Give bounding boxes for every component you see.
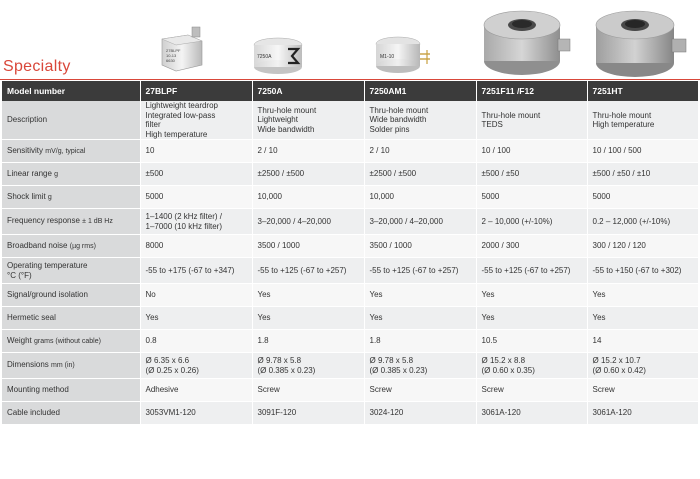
cell-text: 3091F-120 (257, 408, 297, 418)
table-cell (587, 140, 698, 163)
cell-text: 10 / 100 (481, 146, 511, 156)
cell-text: 3053VM1-120 (145, 408, 196, 418)
cell-text: (Ø 0.25 x 0.26) (145, 365, 199, 375)
cell-text: Ø 15.2 x 8.8 (481, 356, 526, 365)
table-cell (587, 284, 698, 307)
table-cell (252, 163, 364, 186)
cell-text: Adhesive (145, 385, 179, 395)
cell-text: 3–20,000 / 4–20,000 (369, 216, 443, 226)
cell-text: 10,000 (257, 192, 282, 202)
cell-text: 1.8 (257, 336, 269, 346)
row-label-text: Hermetic seal (7, 313, 56, 323)
cell-text: 10.5 (481, 336, 498, 346)
table-cell (140, 101, 252, 140)
table-cell (252, 402, 364, 425)
cell-text: 3–20,000 / 4–20,000 (257, 216, 331, 226)
cell-text: Yes (369, 290, 383, 300)
table-row (2, 235, 698, 258)
table-cell (252, 140, 364, 163)
cell-text: 300 / 120 / 120 (592, 241, 646, 251)
row-label-text: Sensitivity (7, 145, 44, 155)
cell-text: 14 (592, 336, 602, 346)
cell-text: Wide bandwidth (257, 124, 315, 134)
row-label-text: Frequency response (7, 216, 80, 226)
cell-text: -55 to +125 (-67 to +257) (481, 265, 571, 275)
cell-text: (Ø 0.385 x 0.23) (369, 365, 428, 375)
cell-text: 10 / 100 / 500 (592, 146, 642, 156)
row-label (2, 307, 140, 330)
row-label (2, 284, 140, 307)
table-cell (252, 307, 364, 330)
table-row (2, 258, 698, 284)
column-header: 7250A (252, 81, 364, 101)
cell-text: Yes (592, 290, 606, 300)
row-label-unit: grams (without cable) (34, 337, 101, 345)
row-label (2, 379, 140, 402)
cell-text: 3500 / 1000 (257, 241, 300, 251)
table-cell (252, 186, 364, 209)
table-cell (252, 353, 364, 379)
table-cell (252, 101, 364, 140)
cell-text: 3061A-120 (481, 408, 521, 418)
cell-text: Thru-hole mount (481, 110, 541, 120)
table-row (2, 307, 698, 330)
row-label (2, 163, 140, 186)
row-label (2, 258, 140, 284)
cell-text: 10,000 (369, 192, 394, 202)
row-label (2, 402, 140, 425)
row-label-text: Description (7, 115, 48, 125)
table-cell (476, 353, 587, 379)
table-cell (140, 258, 252, 284)
cell-text: 2 / 10 (369, 146, 390, 156)
table-cell (476, 284, 587, 307)
table-cell (364, 163, 476, 186)
table-cell (252, 258, 364, 284)
row-label-text: °C (°F) (7, 270, 32, 280)
table-cell (476, 379, 587, 402)
table-cell (364, 186, 476, 209)
row-label-text: Linear range (7, 168, 52, 178)
cell-text: 2 – 10,000 (+/-10%) (481, 216, 553, 226)
spec-table (2, 81, 698, 425)
cell-text: Lightweight teardrop (145, 101, 218, 110)
table-cell (587, 258, 698, 284)
cell-text: TEDS (481, 120, 503, 129)
row-label-unit: (µg rms) (69, 242, 96, 250)
table-cell (476, 307, 587, 330)
column-header: 7251HT (587, 81, 698, 101)
cell-text: 1–1400 (2 kHz filter) / (145, 212, 222, 221)
table-cell (252, 284, 364, 307)
cell-text: Screw (592, 385, 615, 395)
cell-text: Yes (145, 313, 159, 323)
cell-text: -55 to +175 (-67 to +347) (145, 265, 235, 275)
table-row (2, 186, 698, 209)
row-label-unit: g (54, 170, 59, 178)
cell-text: 3024-120 (369, 408, 404, 418)
row-label-text: Shock limit (7, 191, 46, 201)
table-cell (140, 186, 252, 209)
product-image-27blpf (158, 25, 206, 77)
section-title: Specialty (3, 58, 71, 75)
cell-text: High temperature (145, 129, 208, 139)
cell-text: ±2500 / ±500 (369, 169, 417, 179)
cell-text: Yes (481, 313, 495, 323)
row-label-unit: g (47, 193, 52, 201)
cell-text: -55 to +150 (-67 to +302) (592, 265, 682, 275)
table-row (2, 402, 698, 425)
table-cell (140, 140, 252, 163)
table-cell (476, 235, 587, 258)
column-header: 27BLPF (140, 81, 252, 101)
cell-text: Ø 9.78 x 5.8 (369, 356, 414, 365)
table-cell (252, 330, 364, 353)
table-cell (476, 258, 587, 284)
table-cell (587, 353, 698, 379)
cell-text: No (145, 290, 156, 300)
table-cell (587, 163, 698, 186)
cell-text: (Ø 0.60 x 0.42) (592, 365, 646, 375)
row-label (2, 140, 140, 163)
column-header: 7250AM1 (364, 81, 476, 101)
cell-text: 1.8 (369, 336, 381, 346)
table-cell (364, 379, 476, 402)
table-cell (140, 163, 252, 186)
table-row (2, 330, 698, 353)
table-cell (140, 209, 252, 235)
table-cell (140, 379, 252, 402)
table-cell (476, 209, 587, 235)
section-title-rule (0, 79, 700, 80)
cell-text: 0.2 – 12,000 (+/-10%) (592, 216, 671, 226)
cell-text: ±500 (145, 169, 164, 179)
table-cell (252, 209, 364, 235)
row-label (2, 209, 140, 235)
table-cell (587, 186, 698, 209)
row-label-text: Mounting method (7, 385, 69, 395)
cell-text: 5000 (592, 192, 611, 202)
row-label-unit: ± 1 dB Hz (82, 218, 113, 226)
table-cell (476, 140, 587, 163)
table-cell (476, 186, 587, 209)
row-label (2, 235, 140, 258)
table-cell (476, 163, 587, 186)
table-cell (140, 284, 252, 307)
table-cell (252, 379, 364, 402)
cell-text: (Ø 0.60 x 0.35) (481, 365, 535, 375)
table-cell (476, 402, 587, 425)
cell-text: Screw (257, 385, 280, 395)
table-cell (140, 330, 252, 353)
row-label-text: Weight (7, 335, 32, 345)
table-cell (587, 209, 698, 235)
table-row (2, 353, 698, 379)
cell-text: Thru-hole mount (369, 105, 429, 115)
cell-text: 3061A-120 (592, 408, 632, 418)
table-cell (587, 101, 698, 140)
table-row (2, 101, 698, 140)
row-label-text: Cable included (7, 408, 60, 418)
table-cell (364, 330, 476, 353)
table-cell (587, 330, 698, 353)
row-label (2, 186, 140, 209)
table-cell (587, 307, 698, 330)
table-cell (587, 402, 698, 425)
cell-text: Yes (257, 290, 271, 300)
table-cell (587, 379, 698, 402)
row-label-text: Broadband noise (7, 240, 68, 250)
cell-text: Solder pins (369, 124, 410, 134)
cell-text: 2000 / 300 (481, 241, 520, 251)
cell-text: 0.8 (145, 336, 157, 346)
table-row (2, 379, 698, 402)
cell-text: Screw (481, 385, 504, 395)
table-cell (140, 353, 252, 379)
product-marking: 10-13 (166, 53, 177, 58)
table-cell (364, 402, 476, 425)
cell-text: Yes (592, 313, 606, 323)
cell-text: 1–7000 (10 kHz filter) (145, 221, 222, 231)
header-row (2, 81, 698, 101)
cell-text: -55 to +125 (-67 to +257) (369, 265, 459, 275)
cell-text: Thru-hole mount (257, 105, 317, 115)
cell-text: ±500 / ±50 / ±10 (592, 169, 651, 179)
cell-text: 8000 (145, 241, 164, 251)
table-cell (476, 330, 587, 353)
table-cell (364, 284, 476, 307)
cell-text: 2 / 10 (257, 146, 278, 156)
row-label-text: Dimensions (7, 360, 49, 370)
table-cell (140, 402, 252, 425)
product-marking: 7250A (257, 54, 272, 60)
row-label-unit: mm (in) (51, 362, 75, 370)
cell-text: High temperature (592, 120, 655, 129)
row-label-text: Operating temperature (7, 261, 88, 270)
cell-text: Yes (257, 313, 271, 323)
cell-text: Screw (369, 385, 392, 395)
cell-text: 10 (145, 146, 155, 156)
cell-text: Ø 9.78 x 5.8 (257, 356, 302, 365)
table-cell (364, 258, 476, 284)
table-cell (364, 307, 476, 330)
product-image-7250a (248, 33, 312, 77)
cell-text: Wide bandwidth (369, 115, 427, 125)
table-cell (364, 209, 476, 235)
cell-text: Ø 6.35 x 6.6 (145, 356, 190, 365)
table-cell (140, 235, 252, 258)
cell-text: Integrated low-pass (145, 110, 216, 120)
row-label (2, 353, 140, 379)
table-cell (252, 235, 364, 258)
product-marking: 6630 (166, 58, 175, 63)
product-image-7250am1 (372, 32, 434, 78)
row-label-unit: mV/g, typical (45, 147, 86, 155)
cell-text: Yes (369, 313, 383, 323)
cell-text: 5000 (145, 192, 164, 202)
column-header: 7251F11 /F12 (476, 81, 587, 101)
table-row (2, 163, 698, 186)
cell-text: Ø 15.2 x 10.7 (592, 356, 641, 365)
cell-text: (Ø 0.385 x 0.23) (257, 365, 316, 375)
table-cell (587, 235, 698, 258)
cell-text: 3500 / 1000 (369, 241, 412, 251)
column-header: Model number (2, 81, 140, 101)
row-label (2, 101, 140, 140)
product-marking: M1-10 (380, 54, 395, 60)
table-cell (140, 307, 252, 330)
table-cell (364, 353, 476, 379)
product-image-7251ht (590, 3, 690, 83)
cell-text: Yes (481, 290, 495, 300)
product-image-7251f11-f12 (478, 5, 574, 81)
cell-text: -55 to +125 (-67 to +257) (257, 265, 347, 275)
table-cell (364, 235, 476, 258)
row-label-text: Signal/ground isolation (7, 290, 88, 300)
cell-text: ±2500 / ±500 (257, 169, 305, 179)
cell-text: ±500 / ±50 (481, 169, 520, 179)
table-cell (476, 101, 587, 140)
cell-text: filter (145, 120, 161, 129)
cell-text: Thru-hole mount (592, 110, 652, 120)
row-label (2, 330, 140, 353)
product-marking: 27BLPF (166, 48, 181, 53)
table-row (2, 209, 698, 235)
table-row (2, 140, 698, 163)
table-cell (364, 101, 476, 140)
cell-text: Lightweight (257, 115, 298, 125)
table-row (2, 284, 698, 307)
cell-text: 5000 (481, 192, 500, 202)
table-cell (364, 140, 476, 163)
